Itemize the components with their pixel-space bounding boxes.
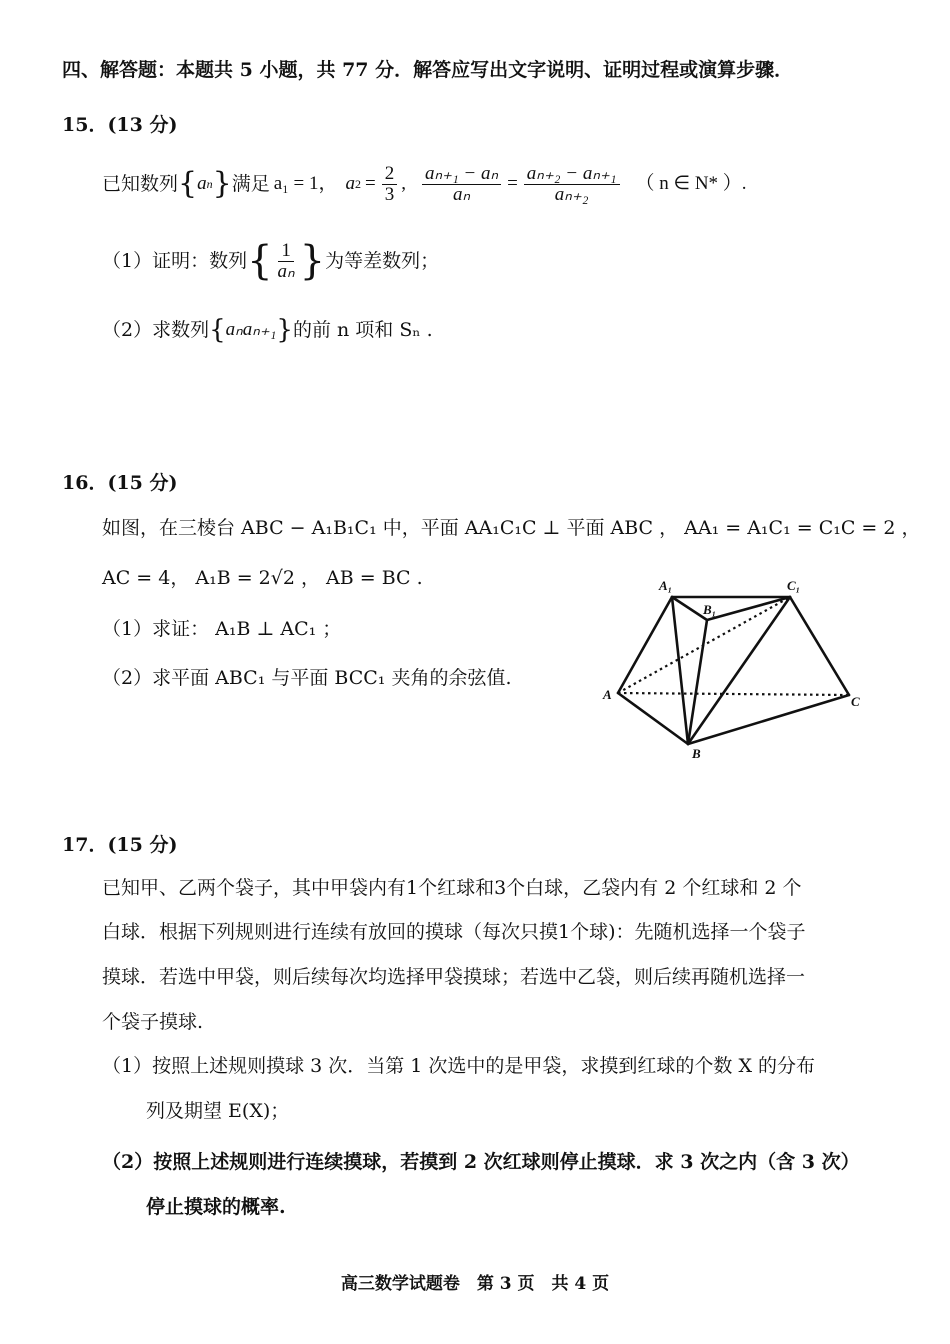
q15-frac1-den: aₙ: [452, 183, 471, 205]
q15-part1-num: 1: [278, 241, 294, 262]
q15-a2-sub: 2: [355, 177, 361, 191]
q16-part2: （2）求平面 ABC₁ 与平面 BCC₁ 夹角的余弦值.: [102, 667, 512, 689]
q15-part2-label: （2）求数列: [102, 319, 210, 341]
q16-number: 16．(15 分): [62, 472, 178, 494]
right-brace-icon: }: [276, 315, 293, 345]
q15-part1-tail: 为等差数列；: [325, 250, 440, 272]
q15-frac2-den: aₙ₊₂: [554, 183, 589, 205]
edge-c1c: [790, 597, 849, 695]
edge-a1b1: [672, 597, 707, 620]
q17-line1: 已知甲、乙两个袋子，其中甲袋内有1个红球和3个白球，乙袋内有 2 个红球和 2 个: [102, 877, 802, 899]
q15-equals-sign: =: [365, 173, 376, 194]
edge-bc: [688, 695, 849, 744]
q15-ratio-right: [524, 164, 620, 205]
edge-b1b: [688, 620, 707, 744]
q15-part1: [102, 232, 439, 290]
q17-line3: 摸球．若选中甲袋，则后续每次均选择甲袋摸球；若选中乙袋，则后续再随机选择一: [102, 966, 806, 988]
q17-part2-line1: （2）按照上述规则进行连续摸球，若摸到 2 次红球则停止摸球．求 3 次之内（含 3 次）: [102, 1151, 860, 1173]
label-c: C: [851, 694, 860, 709]
q17-line2: 白球．根据下列规则进行连续有放回的摸球（每次只摸1个球)：先随机选择一个袋子: [102, 921, 806, 943]
q15-a2-fraction: [382, 164, 398, 205]
section-heading: 四、解答题：本题共 5 小题，共 77 分．解答应写出文字说明、证明过程或演算步骤．: [62, 59, 794, 81]
q15-part2: [102, 314, 433, 346]
q15-seq-sub: n: [206, 177, 213, 191]
q15-equals-sign-2: =: [507, 173, 518, 194]
q15-a2-symbol: a: [345, 173, 355, 194]
right-brace-icon: }: [299, 238, 326, 284]
q15-frac2-num: aₙ₊₂ − aₙ₊₁: [524, 164, 620, 185]
label-b1: B₁: [703, 602, 717, 617]
q17-part1-line2: 列及期望 E(X)；: [146, 1100, 290, 1122]
q15-frac1-num: aₙ₊₁ − aₙ: [422, 164, 501, 185]
q15-satisfies: 满足: [231, 173, 270, 195]
label-b: B: [692, 746, 701, 761]
q15-number: 15．(13 分): [62, 114, 178, 136]
q15-part1-fraction: [275, 241, 298, 282]
q15-part2-seq: aₙaₙ₊₁: [225, 319, 277, 340]
q15-a2-num: 2: [382, 164, 398, 185]
frustum-figure: [595, 572, 885, 772]
q16-line2: AC = 4， A₁B = 2√2 ， AB = BC .: [102, 567, 423, 589]
q15-part1-label: （1）证明：数列: [102, 250, 248, 272]
left-brace-icon: {: [209, 315, 226, 345]
q15-seq-symbol: a: [197, 173, 207, 194]
q17-part1-line1: （1）按照上述规则摸球 3 次．当第 1 次选中的是甲袋，求摸到红球的个数 X 的分布: [102, 1055, 816, 1077]
q15-a2-den: 3: [384, 183, 395, 205]
q17-line4: 个袋子摸球.: [102, 1011, 204, 1033]
q16-part1: （1）求证： A₁B ⊥ AC₁ ；: [102, 618, 342, 640]
q15-domain-note: （ n ∈ N* ）.: [635, 173, 747, 194]
q15-part2-tail: 的前 n 项和 Sₙ .: [292, 319, 433, 341]
q15-given: [102, 158, 747, 210]
label-a1: A₁: [659, 578, 673, 593]
q15-part1-den: aₙ: [277, 260, 295, 282]
page-footer: 高三数学试题卷 第 3 页 共 4 页: [340, 1274, 610, 1294]
q15-comma: ,: [401, 173, 406, 194]
label-a: A: [603, 687, 612, 702]
left-brace-icon: {: [178, 166, 198, 201]
edge-ac-hidden: [618, 693, 849, 695]
edge-ab: [618, 693, 688, 744]
q15-ratio-left: [422, 164, 501, 205]
edge-a1b: [672, 597, 688, 744]
q16-line1: 如图，在三棱台 ABC − A₁B₁C₁ 中，平面 AA₁C₁C ⊥ 平面 ABC ， AA₁ = A₁C₁ = C₁C = 2 ，: [102, 517, 921, 539]
q15-cond1: a₁ = 1，: [273, 173, 338, 194]
left-brace-icon: {: [247, 238, 273, 284]
q17-number: 17．(15 分): [62, 834, 178, 856]
q15-intro-prefix: 已知数列: [102, 173, 179, 195]
q17-part2-line2: 停止摸球的概率.: [146, 1196, 286, 1218]
right-brace-icon: }: [212, 166, 232, 201]
label-c1: C₁: [787, 578, 801, 593]
